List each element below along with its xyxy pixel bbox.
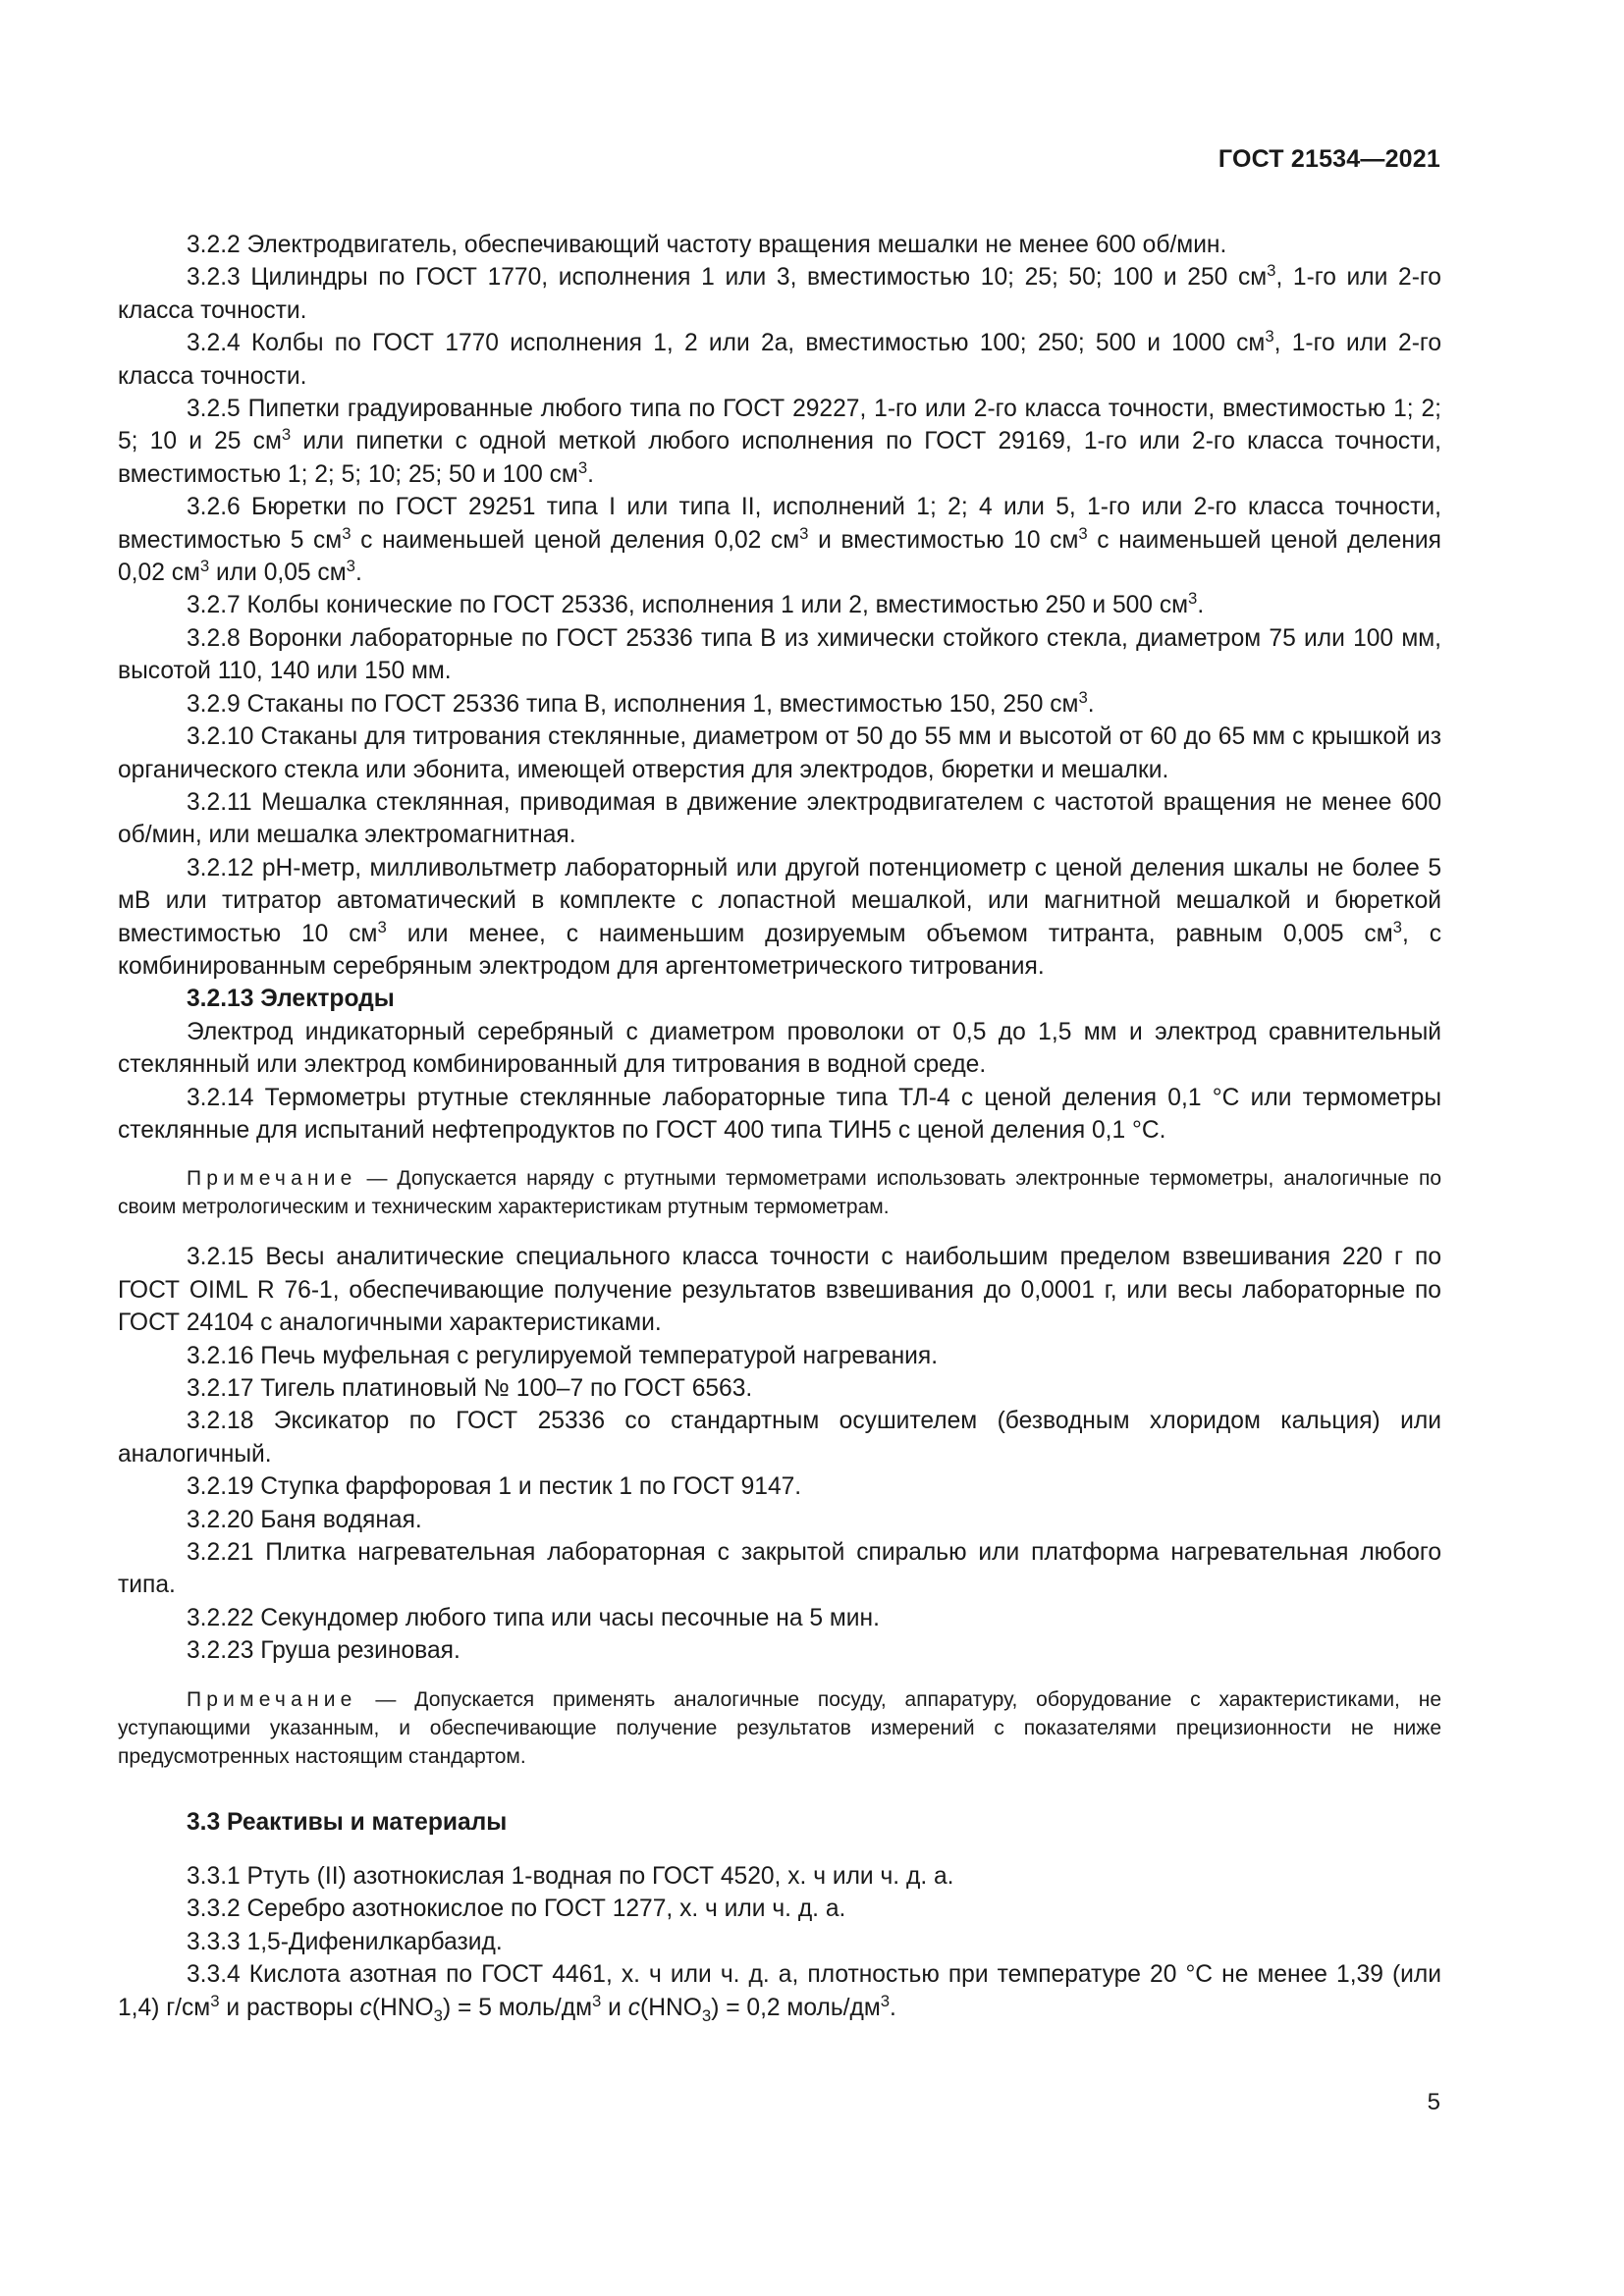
equipment-item: 3.2.17 Тигель платиновый № 100–7 по ГОСТ 6563. (187, 1375, 753, 1402)
reagent-item: 3.3.1 Ртуть (II) азотнокислая 1-водная по ГОСТ 4520, х. ч или ч. д. а. (187, 1863, 954, 1891)
equipment-item: 3.2.23 Груша резиновая. (187, 1637, 460, 1665)
equipment-item: 3.2.6 Бюретки по ГОСТ 29251 типа I или типа II, исполнений 1; 2; 4 или 5, 1-го или 2-го класса точности, вместимостью 5 $см^3$ с наименьшей ценой деления 0,02 $см^3$ и вместимостью 10 $см^3$ с наименьшей ценой деления 0,02 $см^3$ или 0,05 $см^3$. (118, 494, 1441, 587)
reagent-item: 3.3.2 Серебро азотнокислое по ГОСТ 1277, х. ч или ч. д. а. (187, 1896, 846, 1923)
equipment-item: 3.2.21 Плитка нагревательная лабораторная с закрытой спиралью или платформа нагревательная любого типа. (118, 1539, 1441, 1599)
note-text: — Допускается применять аналогичные посуду, аппаратуру, оборудование с характеристиками, не уступающими указанным, и обеспечивающие получение результатов измерений с показателями прецизионности не ниже предусмотренных настоящим стандартом. (118, 1687, 1441, 1768)
equipment-item: 3.2.19 Ступка фарфоровая 1 и пестик 1 по ГОСТ 9147. (187, 1473, 802, 1501)
note-thermometers (118, 1164, 1441, 1221)
note-label: Примечание (187, 1687, 357, 1711)
section-heading-reagents: 3.3 Реактивы и материалы (187, 1808, 508, 1836)
note-text: — Допускается наряду с ртутными термометрами использовать электронные термометры, аналогичные по своим метрологическим и техническим характеристикам ртутным термометрам. (118, 1167, 1441, 1219)
note-equipment (118, 1685, 1441, 1771)
equipment-list-part2 (118, 1241, 1441, 1667)
equipment-item: 3.2.3 Цилиндры по ГОСТ 1770, исполнения 1 или 3, вместимостью 10; 25; 50; 100 и 250 $см^3$, 1-го или 2-го класса точности. (118, 261, 1441, 324)
section-heading-electrodes: 3.2.13 Электроды (187, 986, 395, 1013)
equipment-item: 3.2.10 Стаканы для титрования стеклянные, диаметром от 50 до 55 мм и высотой от 60 до 65 мм с крышкой из органического стекла или эбонита, имеющей отверстия для электродов, бюретки и мешалки. (118, 723, 1441, 783)
equipment-item: 3.2.12 pH-метр, милливольтметр лабораторный или другой потенциометр с ценой деления шкалы не более 5 мВ или титратор автоматический в комплекте с лопастной мешалкой, или магнитной мешалкой и бюреткой вместимостью 10 $см^3$ или менее, с наименьшим дозируемым объемом титранта, равным 0,005 $см^3$, с комбинированным серебряным электродом для аргентометрического титрования. (118, 854, 1441, 980)
equipment-item: 3.2.15 Весы аналитические специального класса точности с наибольшим пределом взвешивания 220 г по ГОСТ OIML R 76-1, обеспечивающие получение результатов взвешивания до 0,0001 г, или весы лабораторные по ГОСТ 24104 с аналогичными характеристиками. (118, 1244, 1441, 1337)
equipment-item: 3.2.4 Колбы по ГОСТ 1770 исполнения 1, 2 или 2а, вместимостью 100; 250; 500 и 1000 $см^3$, 1-го или 2-го класса точности. (118, 327, 1441, 390)
equipment-item: 3.2.9 Стаканы по ГОСТ 25336 типа В, исполнения 1, вместимостью 150, 250 $см^3$. (187, 687, 1095, 718)
reagent-item: 3.3.3 1,5-Дифенилкарбазид. (187, 1928, 503, 1955)
equipment-item: 3.2.8 Воронки лабораторные по ГОСТ 25336 типа В из химически стойкого стекла, диаметром 75 или 100 мм, высотой 110, 140 или 150 мм. (118, 624, 1441, 685)
equipment-item: 3.2.5 Пипетки градуированные любого типа по ГОСТ 29227, 1-го или 2-го класса точности, вместимостью 1; 2; 5; 10 и 25 $см^3$ или пипетки с одной меткой любого исполнения по ГОСТ 29169, 1-го или 2-го класса точности, вместимостью 1; 2; 5; 10; 25; 50 и 100 $см^3$. (118, 396, 1442, 488)
note-label: Примечание (187, 1167, 357, 1191)
equipment-item: 3.2.7 Колбы конические по ГОСТ 25336, исполнения 1 или 2, вместимостью 250 и 500 $см^3$. (187, 589, 1205, 619)
reagents-list (118, 1860, 1441, 1958)
equipment-item: 3.2.18 Эксикатор по ГОСТ 25336 со стандартным осушителем (безводным хлоридом кальция) или аналогичный. (118, 1408, 1441, 1468)
page-number: 5 (1427, 2089, 1440, 2115)
paragraph-electrodes: Электрод индикаторный серебряный с диаметром проволоки от 0,5 до 1,5 мм и электрод сравнительный стеклянный или электрод комбинированный для титрования в водной среде. (118, 1018, 1441, 1079)
equipment-list-part1 (118, 229, 1441, 983)
paragraph-reagent-3-3-4: 3.3.4 Кислота азотная по ГОСТ 4461, х. ч или ч. д. а, плотностью при температуре 20 °С не менее 1,39 (или 1,4) $г/см^3$ и растворы $c(HNO_3) = 5$ моль/$дм^3$ и $c(HNO_3) = 0,2$ моль/$дм^3$. (118, 1961, 1441, 2025)
equipment-item: 3.2.11 Мешалка стеклянная, приводимая в движение электродвигателем с частотой вращения не менее 600 об/мин, или мешалка электромагнитная. (118, 788, 1441, 849)
standard-header: ГОСТ 21534—2021 (1218, 145, 1440, 173)
equipment-item: 3.2.20 Баня водяная. (187, 1506, 422, 1533)
equipment-item: 3.2.22 Секундомер любого типа или часы песочные на 5 мин. (187, 1604, 880, 1631)
paragraph-thermometers: 3.2.14 Термометры ртутные стеклянные лабораторные типа ТЛ-4 с ценой деления 0,1 °С или термометры стеклянные для испытаний нефтепродуктов по ГОСТ 400 типа ТИН5 с ценой деления 0,1 °С. (118, 1084, 1441, 1144)
equipment-item: 3.2.16 Печь муфельная с регулируемой температурой нагревания. (187, 1342, 939, 1369)
document-body (118, 229, 1441, 2024)
equipment-item: 3.2.2 Электродвигатель, обеспечивающий частоту вращения мешалки не менее 600 об/мин. (187, 232, 1227, 258)
